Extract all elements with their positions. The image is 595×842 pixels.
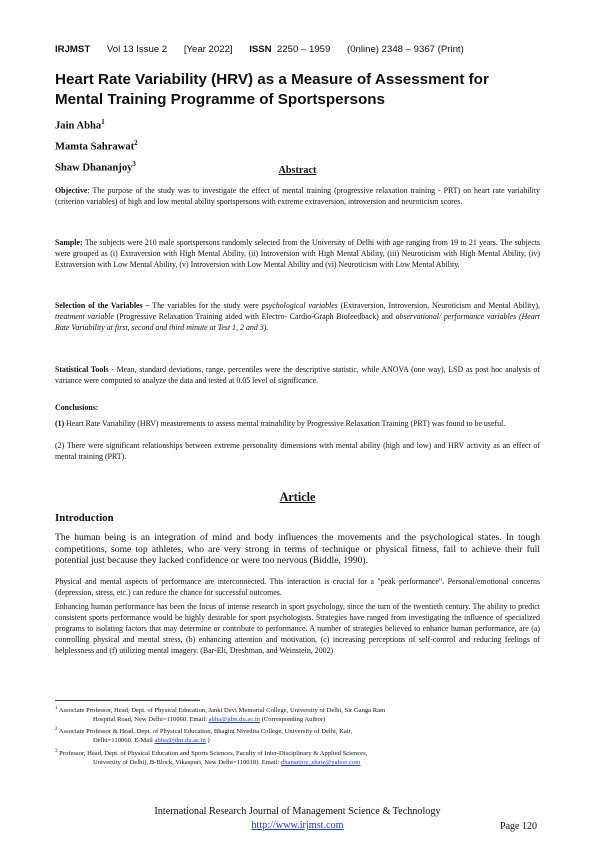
page-number: Page 120 xyxy=(500,821,537,832)
abstract-tools: Statistical Tools - Mean, standard deviations, range, percentiles were the descriptive statistic, while ANOVA (one way), LSD as post hoc analysis of variance were computed to analyze the data and tested at 0.05 level of significance. xyxy=(55,365,540,385)
article-heading: Article xyxy=(279,490,316,504)
footnote-rule xyxy=(55,700,200,701)
intro-paragraph-3: Enhancing human performance has been the focus of intense research in sport psychology, since the turn of the twentieth century. The ability to predict consistent sports performance would be highly desirable for sport psychologists. Strategies have ranged from investigating the influence of specialized programs to isolating factors that may determine or contribute to performance. A number of strategies believed to enhance human performance, are (a) controlling physical and mental stress, (b) enhancing attention and motivation, (c) increasing perceptions of self-control and reducing feelings of helplessness and (f) utilizing mental imagery. (Bar-Eli, Dreshman, and Weinstein, 2002) xyxy=(55,602,540,655)
footer-journal-name: International Research Journal of Management Science & Technology xyxy=(154,806,441,817)
author: Mamta Sahrawat$^2$ xyxy=(55,139,138,153)
issn-online: (0nline) 2348 – 9367 (Print) xyxy=(347,44,464,55)
paper-title: Heart Rate Variability (HRV) as a Measure of Assessment for Mental Training Programme of Sportspersons xyxy=(55,71,489,108)
journal-abbrev: IRJMST xyxy=(55,44,91,55)
volume-issue: Vol 13 Issue 2 xyxy=(106,44,168,55)
footnote-3: $^3$ Professor, Head, Dept. of Physical Education and Sports Sciences, Faculty of Inter-Disciplinary & Applied Sciences, University of Delhi), B-Block, Vikaspuri, New Delhi=110018). Email: dhananjoy_shaw@yahoo.com xyxy=(55,749,368,766)
email-link[interactable]: abha@jdm.du.ac.in xyxy=(154,736,206,744)
footnote-1: $^1$ Associate Professor, Head, Dept. of Physical Education, Janki Devi Memorial College, University of Delhi, Sir Ganga Ram Hospital Road, New Delhi=110060. Email: abha@jdm.du.ac.in (Corresponding Author) xyxy=(55,706,386,723)
email-link[interactable]: abha@jdm.du.ac.in xyxy=(208,715,261,723)
abstract-conclusion-2: (2) There were significant relationships between extreme personality dimensions with mental ability (high and low) and HRV activity as an effect of mental training (PRT). xyxy=(55,441,540,461)
journal-header xyxy=(55,44,545,55)
journal-url-link[interactable]: http://www.irjmst.com xyxy=(251,820,344,831)
abstract-sample: Sample: The subjects were 210 male sportspersons randomly selected from the University of Delhi with age ranging from 19 to 21 years. The subjects were grouped as (i) Extraversion with High Mental Ability, (ii) Introversion with High Mental Ability, (iii) Neuroticism with High Mental Ability, (iv) Extraversion with Low Mental Ability, (v) Introversion with Low Mental Ability and (vi) Neuroticism with Low Mental Ability. xyxy=(55,238,540,269)
intro-paragraph-2: Physical and mental aspects of performance are interconnected. This interaction is crucial for a "peak performance". Personal/emotional concerns (depression, stress, etc.) can reduce the chance for successful outcomes. xyxy=(55,577,540,597)
year: [Year 2022] xyxy=(183,44,233,55)
introduction-heading: Introduction xyxy=(55,512,114,524)
author: Jain Abha$^1$ xyxy=(55,118,105,132)
abstract-heading: Abstract xyxy=(278,165,317,176)
abstract-conclusion-1: (1) Heart Rate Variability (HRV) measurements to assess mental trainability by Progressive Relaxation Training (PRT) was found to be useful. xyxy=(55,419,506,428)
abstract-variables: Selection of the Variables – The variables for the study were psychological variables (Extraversion, Introversion, Neuroticism and Mental Ability), treatment variable (Progressive Relaxation Training aided with Electro- Cardio-Graph Biofeedback) and observational/ performance variables (Heart Rate Variability at first, second and third minute at Test 1, 2 and 3). xyxy=(55,301,540,332)
intro-paragraph-1: The human being is an integration of mind and body influences the movements and the psychological states. In tough competitions, some top athletes, who are very strong in terms of technique or physical fitness, fail to achieve their full potential just because they lacked confidence or were too nervous (Biddle, 1990). xyxy=(55,532,540,566)
footnote-2: $^2$ Associate Professor & Head, Dept. of Physical Education, Bhagini Nivedita College, University of Delhi, Kair, Delhi=110060. E-Mail abha@jdm.du.ac.in ) xyxy=(55,727,353,744)
author: Shaw Dhananjoy$^3$ xyxy=(55,160,136,174)
email-link[interactable]: dhananjoy_shaw@yahoo.com xyxy=(280,758,361,766)
issn-number: 2250 – 1959 xyxy=(276,44,331,55)
abstract-conclusions-label: Conclusions: xyxy=(55,403,99,412)
abstract-objective: Objective: The purpose of the study was to investigate the effect of mental training (progressive relaxation training - PRT) on heart rate variability (criterion variables) of high and low mental ability sportspersons with extreme extraversion, introversion and neuroticism scores. xyxy=(55,186,540,206)
issn-label: ISSN xyxy=(249,44,272,55)
